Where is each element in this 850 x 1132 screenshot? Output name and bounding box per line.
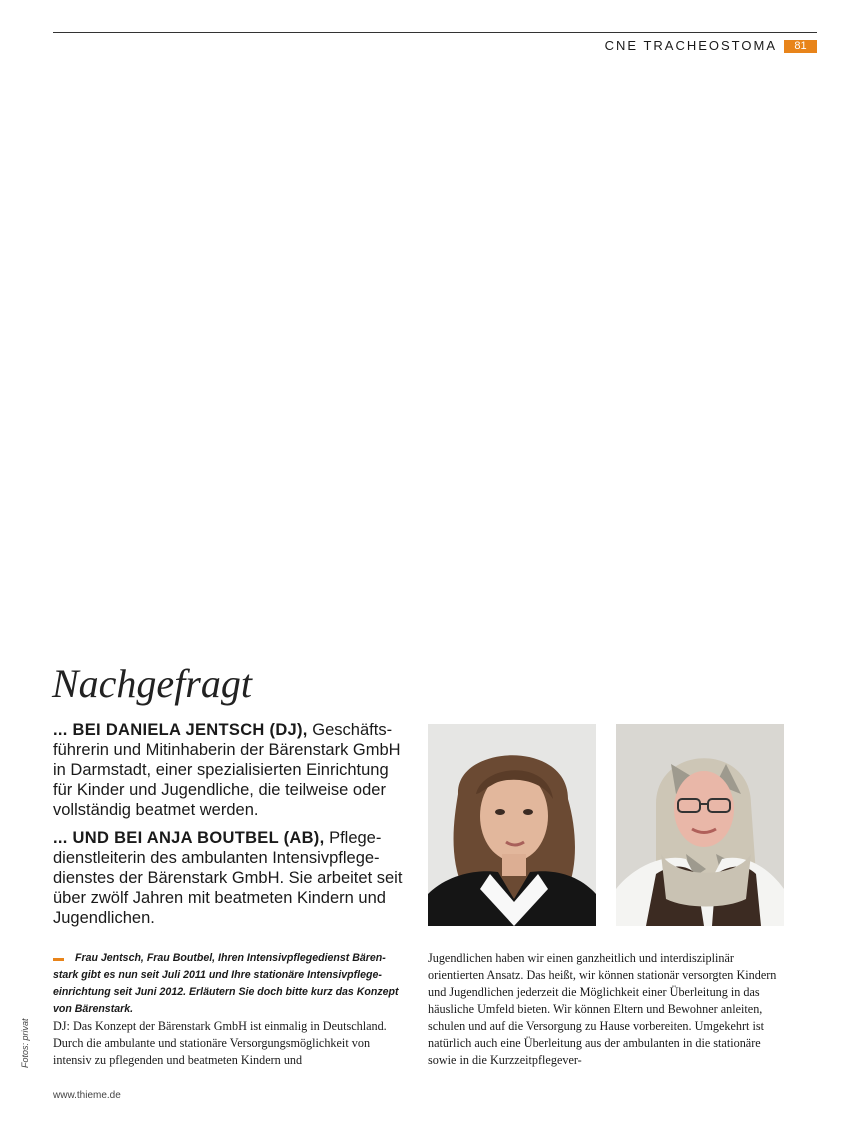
footer-url: www.thieme.de (53, 1090, 121, 1101)
article-column-right (428, 950, 783, 1069)
header-rule (53, 32, 817, 33)
section-title: CNE TRACHEOSTOMA (604, 38, 777, 53)
question-marker-icon (53, 958, 64, 961)
interview-question (53, 950, 403, 1018)
question-text: Frau Jentsch, Frau Boutbel, Ihren Intensivpflegedienst Bärenstark gibt es nun seit Juli 2011 und Ihre stationäre Intensivpflegeeinrichtung seit Juni 2012. Erläutern Sie doch bitte kurz das Konzept von Bärenstark. (53, 952, 399, 1015)
portrait-daniela-jentsch (428, 724, 596, 926)
article-title: Nachgefragt (52, 661, 252, 706)
article-column-left (53, 950, 403, 1069)
portrait-anja-boutbel (616, 724, 784, 926)
photo-credit: Fotos: privat (20, 1018, 30, 1068)
intro-text-1: Geschäftsführerin und Mitinhaberin der Bärenstark GmbH in Darmstadt, einer spezialisierten Einrichtung für Kinder und Jugendliche, die teilweise oder vollständig beatmet werden. (53, 721, 401, 819)
answer-text-left: DJ: Das Konzept der Bärenstark GmbH ist einmalig in Deutschland. Durch die ambulante und stationäre Versorgungsmöglichkeit von intensiv zu pflegenden und beatmeten Kindern und (53, 1019, 387, 1067)
intro-lead-2: ... UND BEI ANJA BOUTBEL (AB), (53, 829, 325, 847)
intro-text-2: Pflegedienstleiterin des ambulanten Intensivpflegedienstes der Bärenstark GmbH. Sie arbeitet seit über zwölf Jahren mit beatmeten Kindern und Jugendlichen. (53, 829, 403, 927)
intro-block (53, 720, 408, 936)
intro-lead-1: ... BEI DANIELA JENTSCH (DJ), (53, 721, 308, 739)
answer-text-right: Jugendlichen haben wir einen ganzheitlich und interdisziplinär orientierten Ansatz. Das heißt, wir können stationär versorgten Kindern und Jugendlichen jederzeit die Möglichkeit einer Überleitung in das häusliche Umfeld bieten. Wir können Eltern und Bewohner anleiten, schulen und auf die Versorgung zu Hause vorbereiten. Umgekehrt ist natürlich auch eine Überleitung aus der ambulanten in die stationäre sowie in die Kurzzeitpflegever- (428, 951, 777, 1067)
page-number-badge: 81 (784, 40, 817, 53)
intro-paragraph-2 (53, 828, 408, 928)
intro-paragraph-1 (53, 720, 408, 820)
